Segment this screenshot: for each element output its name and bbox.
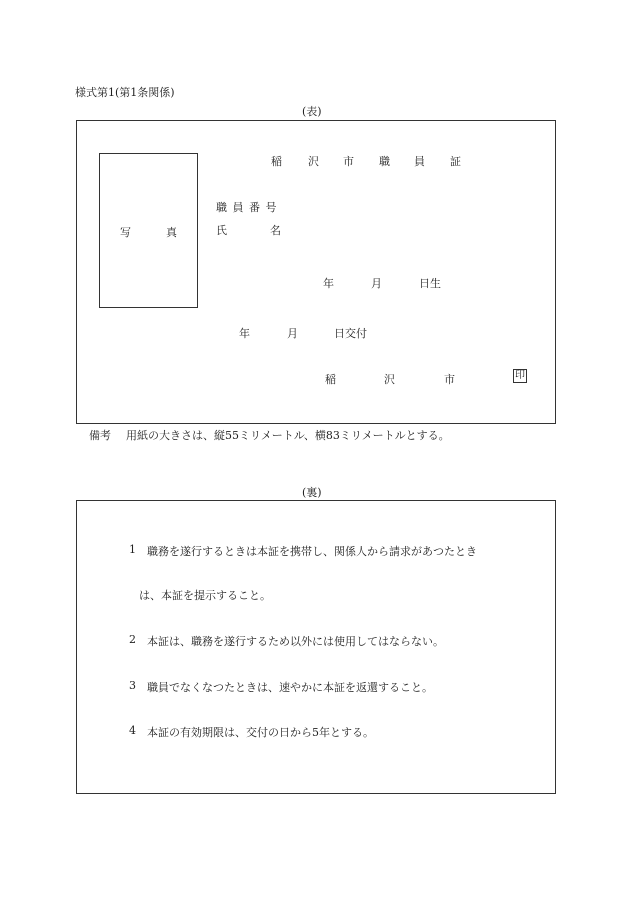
rule-text-continued: は、本証を提示すること。	[139, 589, 271, 602]
card-title-char: 稲	[271, 155, 282, 168]
issuer-char: 沢	[384, 373, 395, 386]
card-title-char: 職	[379, 155, 390, 168]
rule-text: 本証の有効期限は、交付の日から5年とする。	[147, 726, 374, 739]
issue-year-label: 年	[239, 327, 250, 340]
card-back	[76, 500, 556, 794]
photo-label-char: 真	[166, 226, 177, 239]
birth-month-label: 月	[371, 277, 382, 290]
birth-day-label: 日生	[419, 277, 441, 290]
card-title-char: 沢	[308, 155, 319, 168]
issuer-char: 稲	[325, 373, 336, 386]
name-label-char: 氏	[216, 224, 227, 237]
name-label-char: 名	[270, 224, 281, 237]
issuer-char: 市	[444, 373, 455, 386]
birth-year-label: 年	[323, 277, 334, 290]
rule-number: 2	[129, 633, 136, 646]
rule-number: 4	[129, 724, 136, 737]
staff-number-label: 職 員 番 号	[216, 201, 278, 214]
card-front	[76, 120, 556, 424]
issue-day-label: 日交付	[334, 327, 367, 340]
seal-icon: 印	[515, 370, 525, 381]
photo-box	[99, 153, 198, 308]
rule-text: 職員でなくなつたときは、速やかに本証を返還すること。	[147, 681, 433, 694]
rule-text: 本証は、職務を遂行するため以外には使用してはならない。	[147, 635, 444, 648]
note-label: 備考	[89, 429, 111, 442]
rule-number: 1	[129, 543, 136, 556]
note	[89, 427, 450, 443]
rule-text: 職務を遂行するときは本証を携帯し、関係人から請求があつたとき	[147, 545, 477, 558]
issue-month-label: 月	[287, 327, 298, 340]
form-title: 様式第1(第1条関係)	[75, 86, 175, 99]
card-title-char: 員	[414, 155, 425, 168]
card-title-char: 証	[450, 155, 461, 168]
back-side-label: (裏)	[302, 486, 322, 499]
rule-number: 3	[129, 679, 136, 692]
card-title-char: 市	[343, 155, 354, 168]
photo-label-char: 写	[120, 226, 131, 239]
front-side-label: (表)	[302, 105, 322, 118]
note-text: 用紙の大きさは、縦55ミリメートル、横83ミリメートルとする。	[126, 429, 450, 442]
